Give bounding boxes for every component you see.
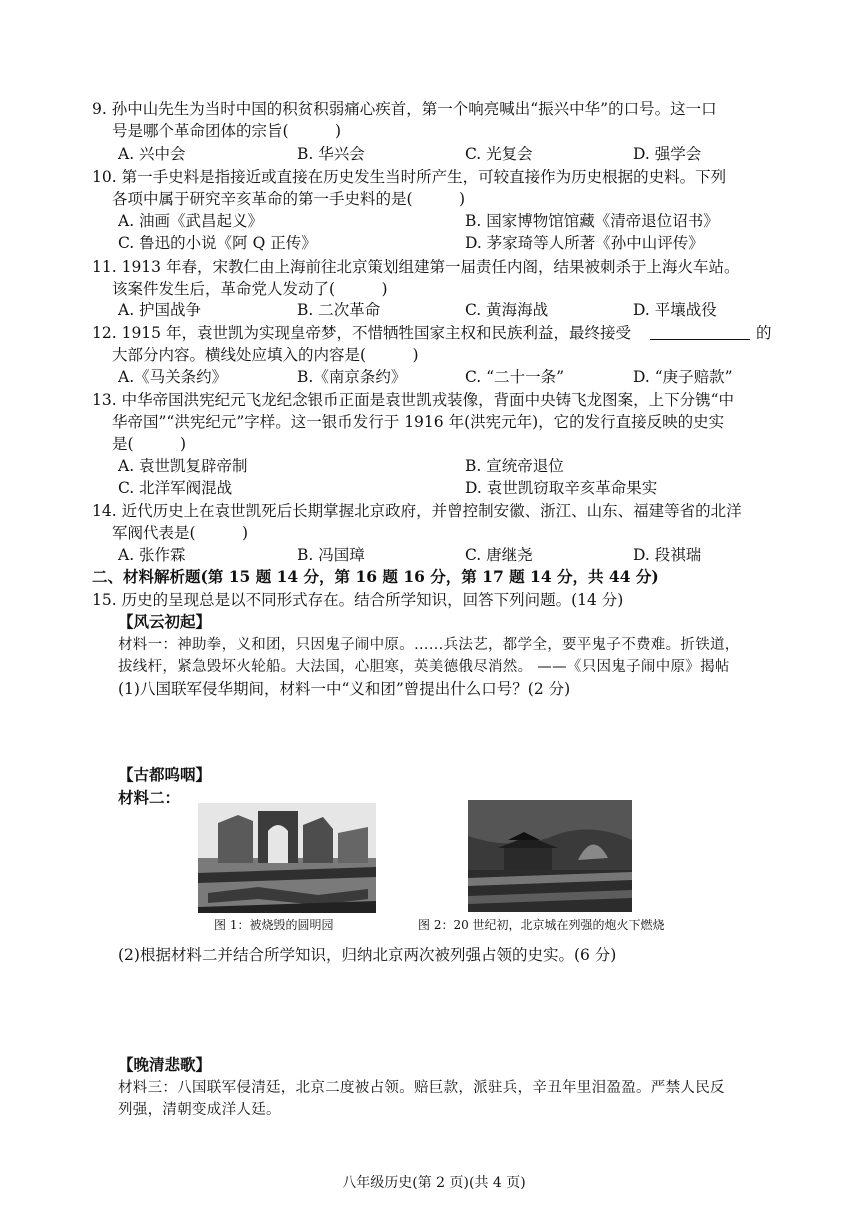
q14-option-a[interactable]: A. 张作霖: [118, 546, 186, 564]
q15-line1: 15. 历史的呈现总是以不同形式存在。结合所学知识，回答下列问题。(14 分): [92, 591, 624, 609]
q15-subquestion-2: (2)根据材料二并结合所学知识，归纳北京两次被列强占领的史实。(6 分): [118, 946, 617, 964]
q15-heading-3: 【晚清悲歌】: [118, 1055, 212, 1074]
answer-area-1[interactable]: [118, 702, 758, 758]
q12-blank-line[interactable]: [650, 339, 750, 340]
q13-option-d[interactable]: D. 袁世凯窃取辛亥革命果实: [465, 479, 658, 497]
q15-subquestion-1: (1)八国联军侵华期间，材料一中“义和团”曾提出什么口号？(2 分): [118, 680, 571, 698]
q15-heading-2: 【古都呜咽】: [118, 765, 212, 784]
q9-option-a[interactable]: A. 兴中会: [118, 145, 186, 163]
q15-material-3-line2: 列强，清朝变成洋人廷。: [118, 1102, 281, 1118]
q12-line2: 大部分内容。横线处应填入的内容是( ): [112, 346, 419, 364]
q15-material-2-label: 材料二：: [118, 788, 181, 807]
q9-line2: 号是哪个革命团体的宗旨( ): [112, 122, 342, 140]
q9-option-d[interactable]: D. 强学会: [633, 145, 702, 163]
q13-option-a[interactable]: A. 袁世凯复辟帝制: [118, 457, 248, 475]
q9-line1: 9. 孙中山先生为当时中国的积贫积弱痛心疾首，第一个响亮喊出“振兴中华”的口号。这一口: [92, 100, 717, 118]
answer-area-2[interactable]: [118, 970, 758, 1042]
q12-line1: 12. 1915 年，袁世凯为实现皇帝梦，不惜牺牲国家主权和民族利益，最终接受: [92, 324, 631, 342]
q14-option-d[interactable]: D. 段祺瑞: [633, 546, 702, 564]
q10-option-b[interactable]: B. 国家博物馆馆藏《清帝退位诏书》: [465, 212, 719, 230]
q11-line1: 11. 1913 年春，宋教仁由上海前往北京策划组建第一届责任内阁，结果被刺杀于上海火车站。: [92, 258, 740, 276]
q11-option-b[interactable]: B. 二次革命: [297, 301, 381, 319]
figure-2-caption: 图 2：20 世纪初，北京城在列强的炮火下燃烧: [418, 918, 665, 932]
q15-material-1-line1: 材料一：神助拳，义和团，只因鬼子闹中原。……兵法艺，都学全，要平鬼子不费难。折铁道，: [118, 637, 740, 653]
q13-option-b[interactable]: B. 宣统帝退位: [465, 457, 564, 475]
q13-line3: 是( ): [112, 435, 187, 453]
q12-option-c[interactable]: C. “二十一条”: [465, 368, 565, 386]
q10-line1: 10. 第一手史料是指接近或直接在历史发生当时所产生，可较直接作为历史根据的史料。下列: [92, 168, 727, 186]
q13-line1: 13. 中华帝国洪宪纪元飞龙纪念银币正面是袁世凯戎装像，背面中央铸飞龙图案，上下分镌“中: [92, 391, 735, 409]
q11-option-c[interactable]: C. 黄海海战: [465, 301, 549, 319]
q14-option-c[interactable]: C. 唐继尧: [465, 546, 533, 564]
q11-option-a[interactable]: A. 护国战争: [118, 301, 202, 319]
q11-option-d[interactable]: D. 平壤战役: [633, 301, 717, 319]
figure-2-image: [468, 800, 632, 912]
q9-option-c[interactable]: C. 光复会: [465, 145, 533, 163]
q12-option-b[interactable]: B.《南京条约》: [297, 368, 407, 386]
q12-option-a[interactable]: A.《马关条约》: [118, 368, 228, 386]
page-footer: 八年级历史(第 2 页)(共 4 页): [342, 1175, 526, 1191]
q10-line2: 各项中属于研究辛亥革命的第一手史料的是( ): [112, 190, 466, 208]
q12-option-d[interactable]: D. “庚子赔款”: [633, 368, 733, 386]
q12-line1-end: 的: [756, 324, 772, 342]
q14-option-b[interactable]: B. 冯国璋: [297, 546, 365, 564]
q15-heading-1: 【风云初起】: [118, 612, 212, 631]
q9-option-b[interactable]: B. 华兴会: [297, 145, 365, 163]
q13-option-c[interactable]: C. 北洋军阀混战: [118, 479, 233, 497]
section-2-heading: 二、材料解析题(第 15 题 14 分，第 16 题 16 分，第 17 题 14 分，共 44 分): [92, 567, 659, 586]
figure-1-caption: 图 1：被烧毁的圆明园: [214, 918, 334, 932]
q10-option-a[interactable]: A. 油画《武昌起义》: [118, 212, 264, 230]
figure-1-image: [198, 803, 376, 913]
q13-line2: 华帝国”“洪宪纪元”字样。这一银币发行于 1916 年(洪宪元年)，它的发行直接反映的史实: [112, 413, 725, 431]
q10-option-c[interactable]: C. 鲁迅的小说《阿 Q 正传》: [118, 234, 317, 252]
q11-line2: 该案件发生后，革命党人发动了( ): [112, 280, 388, 298]
q10-option-d[interactable]: D. 茅家琦等人所著《孙中山评传》: [465, 234, 704, 252]
q14-line2: 军阀代表是( ): [112, 524, 249, 542]
q15-material-3-line1: 材料三：八国联军侵清廷，北京二度被占领。赔巨款，派驻兵，辛丑年里泪盈盈。严禁人民反: [118, 1080, 725, 1096]
q14-line1: 14. 近代历史上在袁世凯死后长期掌握北京政府，并曾控制安徽、浙江、山东、福建等省的北洋: [92, 502, 742, 520]
q15-material-1-line2: 拔线杆，紧急毁坏火轮船。大法国，心胆寒，英美德俄尽消然。 ——《只因鬼子闹中原》揭帖: [118, 659, 730, 675]
